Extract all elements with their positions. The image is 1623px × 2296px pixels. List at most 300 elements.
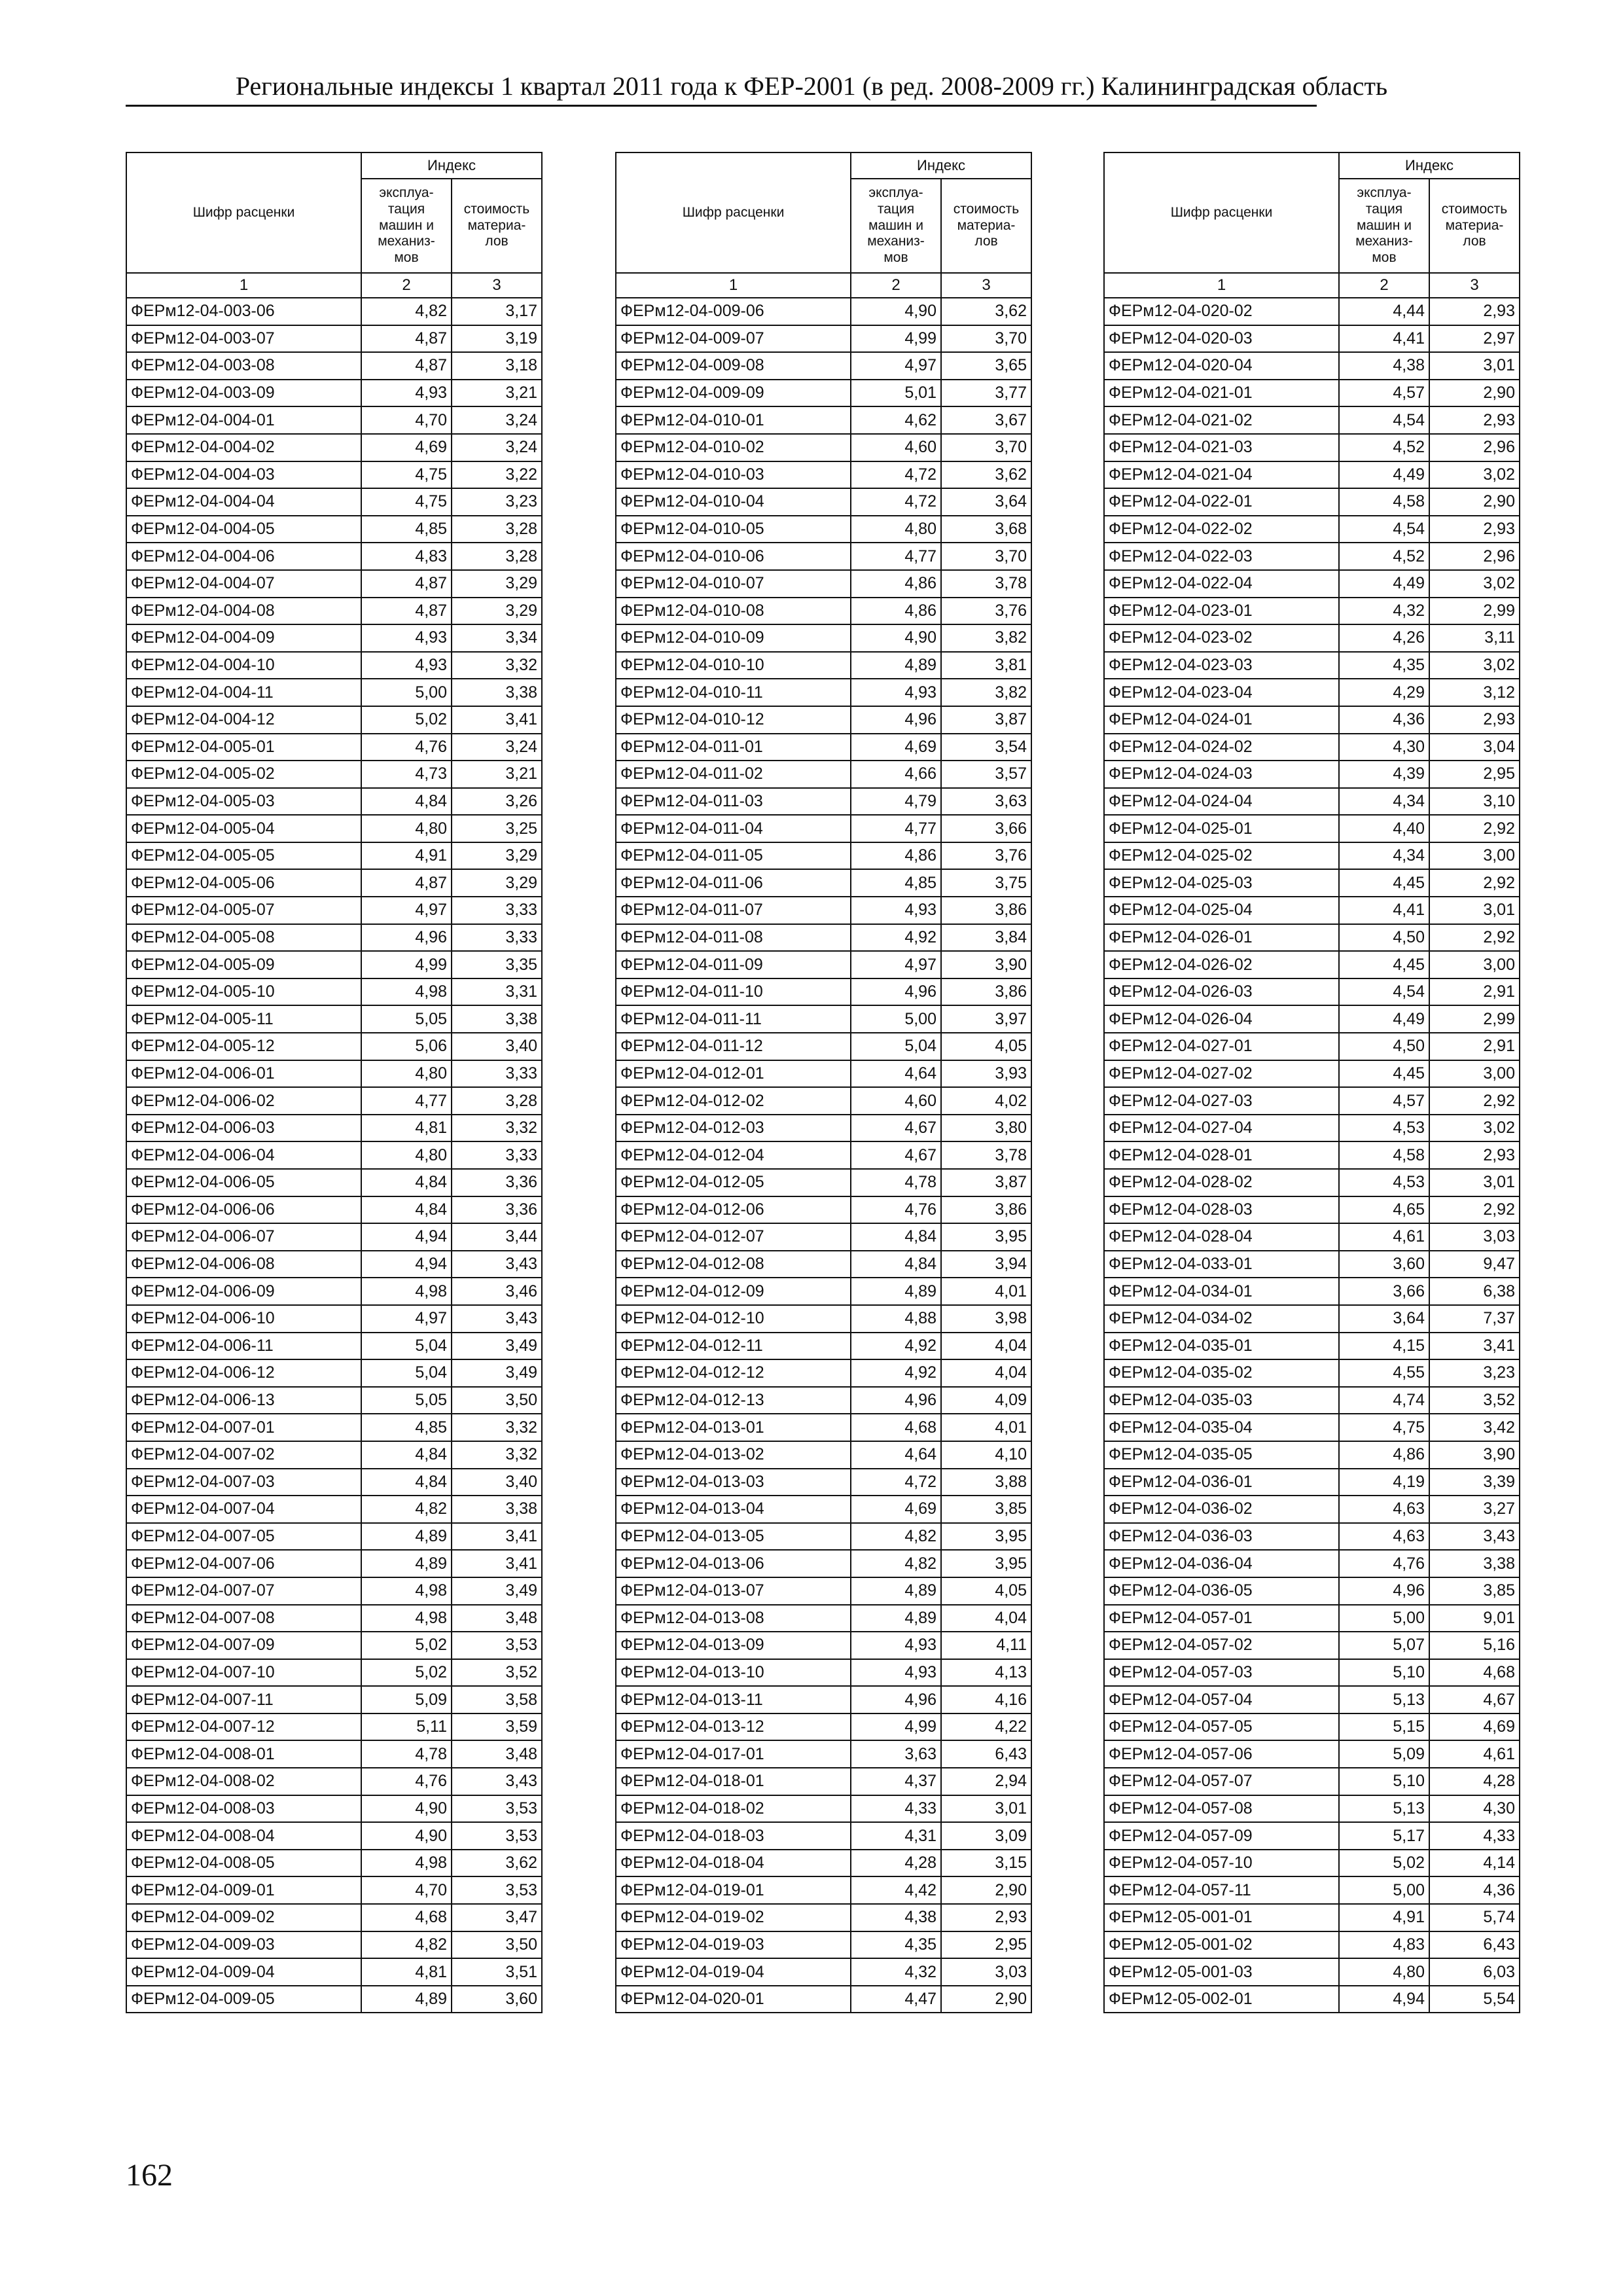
table-row <box>1104 706 1520 734</box>
table-row <box>126 1931 542 1959</box>
rate-code-cell: ФЕРм12-04-027-03 <box>1104 1087 1339 1115</box>
rate-code-cell: ФЕРм12-04-009-02 <box>126 1904 361 1931</box>
rate-code-cell: ФЕРм12-04-020-01 <box>616 1986 851 2013</box>
table-row <box>616 1931 1031 1959</box>
table-row <box>616 516 1031 543</box>
machines-index-cell: 4,74 <box>1339 1387 1429 1414</box>
materials-index-cell: 3,52 <box>1429 1387 1520 1414</box>
header-materials-line: лов <box>485 234 508 249</box>
materials-index-cell: 2,90 <box>941 1876 1031 1904</box>
materials-index-cell: 3,36 <box>452 1169 542 1196</box>
machines-index-cell: 4,98 <box>361 1850 452 1877</box>
rate-code-cell: ФЕРм12-04-034-01 <box>1104 1278 1339 1305</box>
table-row <box>126 1850 542 1877</box>
materials-index-cell: 3,50 <box>452 1931 542 1959</box>
materials-index-cell: 3,80 <box>941 1115 1031 1142</box>
rate-code-cell: ФЕРм12-04-009-09 <box>616 380 851 407</box>
machines-index-cell: 5,17 <box>1339 1822 1429 1850</box>
table-row <box>616 1632 1031 1659</box>
rate-code-cell: ФЕРм12-04-006-13 <box>126 1387 361 1414</box>
machines-index-cell: 5,06 <box>361 1033 452 1060</box>
header-materials-line: стоимость <box>463 201 530 217</box>
rate-code-cell: ФЕРм12-04-007-02 <box>126 1441 361 1469</box>
materials-index-cell: 3,62 <box>941 298 1031 325</box>
rate-code-cell: ФЕРм12-04-018-04 <box>616 1850 851 1877</box>
machines-index-cell: 4,72 <box>851 488 941 516</box>
header-machines-line: тация <box>387 201 425 217</box>
table-row <box>1104 516 1520 543</box>
table-row <box>126 1958 542 1986</box>
column-number: 3 <box>1429 273 1520 298</box>
materials-index-cell: 7,37 <box>1429 1305 1520 1333</box>
rate-code-cell: ФЕРм12-04-012-05 <box>616 1169 851 1196</box>
materials-index-cell: 2,99 <box>1429 598 1520 625</box>
materials-index-cell: 6,43 <box>941 1740 1031 1768</box>
machines-index-cell: 5,09 <box>1339 1740 1429 1768</box>
machines-index-cell: 4,57 <box>1339 380 1429 407</box>
rate-code-cell: ФЕРм12-04-011-12 <box>616 1033 851 1060</box>
table-row <box>1104 1795 1520 1823</box>
rate-code-cell: ФЕРм12-04-012-08 <box>616 1251 851 1278</box>
rate-code-cell: ФЕРм12-04-011-05 <box>616 842 851 870</box>
rate-code-cell: ФЕРм12-04-008-02 <box>126 1768 361 1795</box>
header-materials-line: лов <box>974 234 998 249</box>
table-row <box>616 897 1031 924</box>
table-row <box>616 1441 1031 1469</box>
table-row <box>616 488 1031 516</box>
materials-index-cell: 3,21 <box>452 380 542 407</box>
rate-code-cell: ФЕРм12-04-036-01 <box>1104 1469 1339 1496</box>
materials-index-cell: 3,53 <box>452 1876 542 1904</box>
machines-index-cell: 5,10 <box>1339 1659 1429 1687</box>
column-number-row <box>126 273 542 298</box>
rate-code-cell: ФЕРм12-04-007-10 <box>126 1659 361 1687</box>
materials-index-cell: 3,70 <box>941 543 1031 570</box>
materials-index-cell: 3,40 <box>452 1469 542 1496</box>
machines-index-cell: 4,61 <box>1339 1223 1429 1251</box>
table-row <box>616 352 1031 380</box>
materials-index-cell: 3,46 <box>452 1278 542 1305</box>
column-number: 2 <box>361 273 452 298</box>
rate-code-cell: ФЕРм12-04-006-03 <box>126 1115 361 1142</box>
machines-index-cell: 4,34 <box>1339 788 1429 816</box>
materials-index-cell: 3,81 <box>941 652 1031 679</box>
rate-code-cell: ФЕРм12-04-010-08 <box>616 598 851 625</box>
rate-code-cell: ФЕРм12-04-012-03 <box>616 1115 851 1142</box>
machines-index-cell: 4,89 <box>851 652 941 679</box>
rate-code-cell: ФЕРм12-04-013-08 <box>616 1605 851 1632</box>
rate-code-cell: ФЕРм12-04-009-04 <box>126 1958 361 1986</box>
materials-index-cell: 3,76 <box>941 842 1031 870</box>
table-row <box>126 1005 542 1033</box>
rate-code-cell: ФЕРм12-04-023-02 <box>1104 624 1339 652</box>
table-row <box>1104 1986 1520 2013</box>
machines-index-cell: 4,76 <box>361 1768 452 1795</box>
machines-index-cell: 4,29 <box>1339 679 1429 706</box>
materials-index-cell: 3,03 <box>941 1958 1031 1986</box>
machines-index-cell: 4,89 <box>361 1523 452 1551</box>
rate-code-cell: ФЕРм12-04-011-09 <box>616 951 851 978</box>
machines-index-cell: 4,93 <box>851 679 941 706</box>
machines-index-cell: 4,49 <box>1339 570 1429 598</box>
materials-index-cell: 3,41 <box>452 706 542 734</box>
table-row <box>1104 1141 1520 1169</box>
machines-index-cell: 4,97 <box>361 1305 452 1333</box>
materials-index-cell: 2,93 <box>1429 1141 1520 1169</box>
rate-code-cell: ФЕРм12-04-020-02 <box>1104 298 1339 325</box>
table-row <box>126 1523 542 1551</box>
machines-index-cell: 4,96 <box>361 924 452 952</box>
rate-code-cell: ФЕРм12-04-009-01 <box>126 1876 361 1904</box>
table-row <box>616 1005 1031 1033</box>
header-materials <box>941 179 1031 273</box>
rate-code-cell: ФЕРм12-04-035-04 <box>1104 1414 1339 1441</box>
table-row <box>126 1713 542 1741</box>
rate-code-cell: ФЕРм12-04-027-04 <box>1104 1115 1339 1142</box>
rate-code-cell: ФЕРм12-04-057-04 <box>1104 1686 1339 1713</box>
materials-index-cell: 4,05 <box>941 1577 1031 1605</box>
header-machines <box>1339 179 1429 273</box>
materials-index-cell: 4,28 <box>1429 1768 1520 1795</box>
materials-index-cell: 3,62 <box>941 461 1031 489</box>
materials-index-cell: 3,10 <box>1429 788 1520 816</box>
header-machines-line: мов <box>1372 250 1397 266</box>
rate-code-cell: ФЕРм12-04-033-01 <box>1104 1251 1339 1278</box>
machines-index-cell: 4,84 <box>851 1223 941 1251</box>
machines-index-cell: 4,67 <box>851 1141 941 1169</box>
table-row <box>126 298 542 325</box>
machines-index-cell: 4,80 <box>361 815 452 842</box>
rate-code-cell: ФЕРм12-04-009-03 <box>126 1931 361 1959</box>
materials-index-cell: 3,28 <box>452 543 542 570</box>
rate-code-cell: ФЕРм12-04-008-04 <box>126 1822 361 1850</box>
materials-index-cell: 3,32 <box>452 652 542 679</box>
machines-index-cell: 4,72 <box>851 1469 941 1496</box>
rate-code-cell: ФЕРм12-04-006-01 <box>126 1060 361 1088</box>
materials-index-cell: 3,18 <box>452 352 542 380</box>
rate-code-cell: ФЕРм12-04-020-03 <box>1104 325 1339 353</box>
materials-index-cell: 3,82 <box>941 679 1031 706</box>
materials-index-cell: 9,01 <box>1429 1605 1520 1632</box>
rate-code-cell: ФЕРм12-04-013-09 <box>616 1632 851 1659</box>
table-row <box>126 1876 542 1904</box>
rate-code-cell: ФЕРм12-04-034-02 <box>1104 1305 1339 1333</box>
rate-code-cell: ФЕРм12-04-005-02 <box>126 761 361 788</box>
table-row <box>616 1768 1031 1795</box>
rate-code-cell: ФЕРм12-04-010-10 <box>616 652 851 679</box>
machines-index-cell: 4,63 <box>1339 1523 1429 1551</box>
machines-index-cell: 4,99 <box>851 1713 941 1741</box>
table-row <box>1104 1876 1520 1904</box>
machines-index-cell: 4,99 <box>361 951 452 978</box>
machines-index-cell: 4,93 <box>361 652 452 679</box>
materials-index-cell: 3,47 <box>452 1904 542 1931</box>
rate-code-cell: ФЕРм12-04-026-02 <box>1104 951 1339 978</box>
materials-index-cell: 3,85 <box>1429 1577 1520 1605</box>
machines-index-cell: 4,82 <box>361 1931 452 1959</box>
rate-code-cell: ФЕРм12-04-012-01 <box>616 1060 851 1088</box>
rate-code-cell: ФЕРм12-04-009-07 <box>616 325 851 353</box>
machines-index-cell: 4,93 <box>361 624 452 652</box>
rate-code-cell: ФЕРм12-04-004-09 <box>126 624 361 652</box>
machines-index-cell: 4,94 <box>361 1223 452 1251</box>
rate-code-cell: ФЕРм12-04-057-01 <box>1104 1605 1339 1632</box>
table-row <box>126 734 542 761</box>
machines-index-cell: 5,00 <box>851 1005 941 1033</box>
materials-index-cell: 3,03 <box>1429 1223 1520 1251</box>
header-machines-line: машин и <box>1357 217 1412 233</box>
rate-code-cell: ФЕРм12-04-023-03 <box>1104 652 1339 679</box>
rate-code-cell: ФЕРм12-04-003-06 <box>126 298 361 325</box>
materials-index-cell: 2,92 <box>1429 1196 1520 1224</box>
machines-index-cell: 4,90 <box>361 1822 452 1850</box>
rate-code-cell: ФЕРм12-04-019-01 <box>616 1876 851 1904</box>
rate-code-cell: ФЕРм12-04-009-08 <box>616 352 851 380</box>
table-row <box>1104 1850 1520 1877</box>
table-row <box>616 1958 1031 1986</box>
table-row <box>1104 1632 1520 1659</box>
materials-index-cell: 2,97 <box>1429 325 1520 353</box>
table-row <box>126 679 542 706</box>
table-row <box>1104 652 1520 679</box>
machines-index-cell: 3,66 <box>1339 1278 1429 1305</box>
machines-index-cell: 4,69 <box>851 1496 941 1523</box>
header-row <box>616 152 1031 179</box>
rate-code-cell: ФЕРм12-04-010-09 <box>616 624 851 652</box>
header-machines-line: механиз- <box>867 234 925 249</box>
rate-code-cell: ФЕРм12-04-026-04 <box>1104 1005 1339 1033</box>
table-row <box>616 652 1031 679</box>
machines-index-cell: 4,32 <box>851 1958 941 1986</box>
machines-index-cell: 4,47 <box>851 1986 941 2013</box>
rate-code-cell: ФЕРм12-04-007-08 <box>126 1605 361 1632</box>
table-row <box>616 543 1031 570</box>
materials-index-cell: 3,12 <box>1429 679 1520 706</box>
materials-index-cell: 3,49 <box>452 1333 542 1360</box>
materials-index-cell: 2,90 <box>1429 380 1520 407</box>
materials-index-cell: 4,09 <box>941 1387 1031 1414</box>
machines-index-cell: 4,86 <box>851 598 941 625</box>
materials-index-cell: 3,59 <box>452 1713 542 1741</box>
materials-index-cell: 3,32 <box>452 1441 542 1469</box>
rate-code-cell: ФЕРм12-04-018-01 <box>616 1768 851 1795</box>
table-row <box>126 406 542 434</box>
machines-index-cell: 4,82 <box>851 1550 941 1577</box>
machines-index-cell: 5,00 <box>1339 1876 1429 1904</box>
materials-index-cell: 3,28 <box>452 1087 542 1115</box>
table-row <box>616 1223 1031 1251</box>
table-row <box>616 380 1031 407</box>
materials-index-cell: 3,23 <box>452 488 542 516</box>
machines-index-cell: 4,50 <box>1339 924 1429 952</box>
rate-code-cell: ФЕРм12-04-010-02 <box>616 434 851 461</box>
materials-index-cell: 3,87 <box>941 706 1031 734</box>
table-row <box>126 543 542 570</box>
table-row <box>1104 1441 1520 1469</box>
materials-index-cell: 4,68 <box>1429 1659 1520 1687</box>
table-row <box>1104 1686 1520 1713</box>
machines-index-cell: 4,65 <box>1339 1196 1429 1224</box>
materials-index-cell: 3,63 <box>941 788 1031 816</box>
materials-index-cell: 3,53 <box>452 1632 542 1659</box>
table-row <box>1104 380 1520 407</box>
machines-index-cell: 4,33 <box>851 1795 941 1823</box>
machines-index-cell: 5,00 <box>361 679 452 706</box>
table-row <box>1104 1305 1520 1333</box>
table-row <box>616 1740 1031 1768</box>
machines-index-cell: 4,53 <box>1339 1169 1429 1196</box>
table-row <box>1104 897 1520 924</box>
materials-index-cell: 3,44 <box>452 1223 542 1251</box>
machines-index-cell: 4,41 <box>1339 897 1429 924</box>
table-row <box>1104 461 1520 489</box>
machines-index-cell: 4,96 <box>851 1686 941 1713</box>
rate-code-cell: ФЕРм12-04-008-03 <box>126 1795 361 1823</box>
materials-index-cell: 3,70 <box>941 325 1031 353</box>
machines-index-cell: 4,98 <box>361 1577 452 1605</box>
materials-index-cell: 3,19 <box>452 325 542 353</box>
materials-index-cell: 3,84 <box>941 924 1031 952</box>
rate-code-cell: ФЕРм12-04-005-09 <box>126 951 361 978</box>
rate-code-cell: ФЕРм12-04-013-01 <box>616 1414 851 1441</box>
rate-code-cell: ФЕРм12-04-035-03 <box>1104 1387 1339 1414</box>
table-row <box>616 761 1031 788</box>
machines-index-cell: 4,76 <box>361 734 452 761</box>
machines-index-cell: 4,72 <box>851 461 941 489</box>
machines-index-cell: 4,79 <box>851 788 941 816</box>
table-row <box>1104 1223 1520 1251</box>
materials-index-cell: 5,54 <box>1429 1986 1520 2013</box>
rate-code-cell: ФЕРм12-04-008-05 <box>126 1850 361 1877</box>
table-row <box>616 869 1031 897</box>
materials-index-cell: 2,92 <box>1429 924 1520 952</box>
materials-index-cell: 3,95 <box>941 1523 1031 1551</box>
table-row <box>1104 1359 1520 1387</box>
header-code: Шифр расценки <box>1104 152 1339 273</box>
table-row <box>616 924 1031 952</box>
rate-code-cell: ФЕРм12-04-007-03 <box>126 1469 361 1496</box>
machines-index-cell: 4,91 <box>1339 1904 1429 1931</box>
materials-index-cell: 6,38 <box>1429 1278 1520 1305</box>
machines-index-cell: 4,54 <box>1339 406 1429 434</box>
machines-index-cell: 4,69 <box>851 734 941 761</box>
table-row <box>1104 1251 1520 1278</box>
machines-index-cell: 4,92 <box>851 1333 941 1360</box>
machines-index-cell: 5,01 <box>851 380 941 407</box>
table-row <box>1104 734 1520 761</box>
materials-index-cell: 3,41 <box>1429 1333 1520 1360</box>
rate-code-cell: ФЕРм12-04-012-13 <box>616 1387 851 1414</box>
header-machines <box>851 179 941 273</box>
table-row <box>1104 1196 1520 1224</box>
table-row <box>616 1305 1031 1333</box>
materials-index-cell: 3,27 <box>1429 1496 1520 1523</box>
rate-code-cell: ФЕРм12-04-018-02 <box>616 1795 851 1823</box>
machines-index-cell: 5,11 <box>361 1713 452 1741</box>
machines-index-cell: 4,70 <box>361 1876 452 1904</box>
machines-index-cell: 4,91 <box>361 842 452 870</box>
rate-code-cell: ФЕРм12-04-004-03 <box>126 461 361 489</box>
machines-index-cell: 4,78 <box>361 1740 452 1768</box>
rate-code-cell: ФЕРм12-04-008-01 <box>126 1740 361 1768</box>
machines-index-cell: 4,75 <box>361 488 452 516</box>
rate-code-cell: ФЕРм12-04-025-03 <box>1104 869 1339 897</box>
machines-index-cell: 5,04 <box>361 1359 452 1387</box>
table-row <box>616 1496 1031 1523</box>
machines-index-cell: 4,81 <box>361 1958 452 1986</box>
materials-index-cell: 3,42 <box>1429 1414 1520 1441</box>
rate-code-cell: ФЕРм12-04-036-03 <box>1104 1523 1339 1551</box>
materials-index-cell: 3,38 <box>1429 1550 1520 1577</box>
table-row <box>126 1278 542 1305</box>
rate-code-cell: ФЕРм12-04-025-04 <box>1104 897 1339 924</box>
materials-index-cell: 3,48 <box>452 1740 542 1768</box>
materials-index-cell: 3,90 <box>1429 1441 1520 1469</box>
materials-index-cell: 3,35 <box>452 951 542 978</box>
machines-index-cell: 3,64 <box>1339 1305 1429 1333</box>
table-row <box>1104 1577 1520 1605</box>
table-row <box>126 761 542 788</box>
machines-index-cell: 4,26 <box>1339 624 1429 652</box>
materials-index-cell: 3,98 <box>941 1305 1031 1333</box>
materials-index-cell: 2,93 <box>1429 516 1520 543</box>
machines-index-cell: 3,60 <box>1339 1251 1429 1278</box>
rate-code-cell: ФЕРм12-04-024-01 <box>1104 706 1339 734</box>
machines-index-cell: 4,83 <box>361 543 452 570</box>
table-row <box>1104 598 1520 625</box>
rate-code-cell: ФЕРм12-04-035-02 <box>1104 1359 1339 1387</box>
materials-index-cell: 3,90 <box>941 951 1031 978</box>
header-machines-line: эксплуа- <box>379 185 434 201</box>
table-row <box>616 598 1031 625</box>
table-row <box>126 1223 542 1251</box>
table-row <box>616 815 1031 842</box>
table-row <box>616 1414 1031 1441</box>
machines-index-cell: 4,86 <box>851 842 941 870</box>
table-row <box>1104 1469 1520 1496</box>
materials-index-cell: 3,24 <box>452 434 542 461</box>
materials-index-cell: 2,91 <box>1429 1033 1520 1060</box>
machines-index-cell: 4,64 <box>851 1441 941 1469</box>
rate-code-cell: ФЕРм12-04-013-07 <box>616 1577 851 1605</box>
materials-index-cell: 3,43 <box>1429 1523 1520 1551</box>
table-row <box>1104 924 1520 952</box>
rate-code-cell: ФЕРм12-04-005-03 <box>126 788 361 816</box>
materials-index-cell: 3,41 <box>452 1523 542 1551</box>
machines-index-cell: 4,55 <box>1339 1359 1429 1387</box>
table-row <box>616 788 1031 816</box>
column-number-row <box>616 273 1031 298</box>
materials-index-cell: 3,24 <box>452 406 542 434</box>
rate-code-cell: ФЕРм12-04-007-09 <box>126 1632 361 1659</box>
machines-index-cell: 4,92 <box>851 1359 941 1387</box>
materials-index-cell: 3,02 <box>1429 652 1520 679</box>
machines-index-cell: 4,89 <box>851 1278 941 1305</box>
header-machines-line: машин и <box>868 217 923 233</box>
table-row <box>126 1686 542 1713</box>
rate-code-cell: ФЕРм12-04-013-06 <box>616 1550 851 1577</box>
table-row <box>126 1659 542 1687</box>
machines-index-cell: 4,89 <box>361 1550 452 1577</box>
table-row <box>126 815 542 842</box>
table-row <box>616 1713 1031 1741</box>
header-row <box>126 152 542 179</box>
rate-code-cell: ФЕРм12-04-011-11 <box>616 1005 851 1033</box>
rate-code-cell: ФЕРм12-04-011-08 <box>616 924 851 952</box>
materials-index-cell: 4,33 <box>1429 1822 1520 1850</box>
machines-index-cell: 4,90 <box>361 1795 452 1823</box>
materials-index-cell: 2,99 <box>1429 1005 1520 1033</box>
